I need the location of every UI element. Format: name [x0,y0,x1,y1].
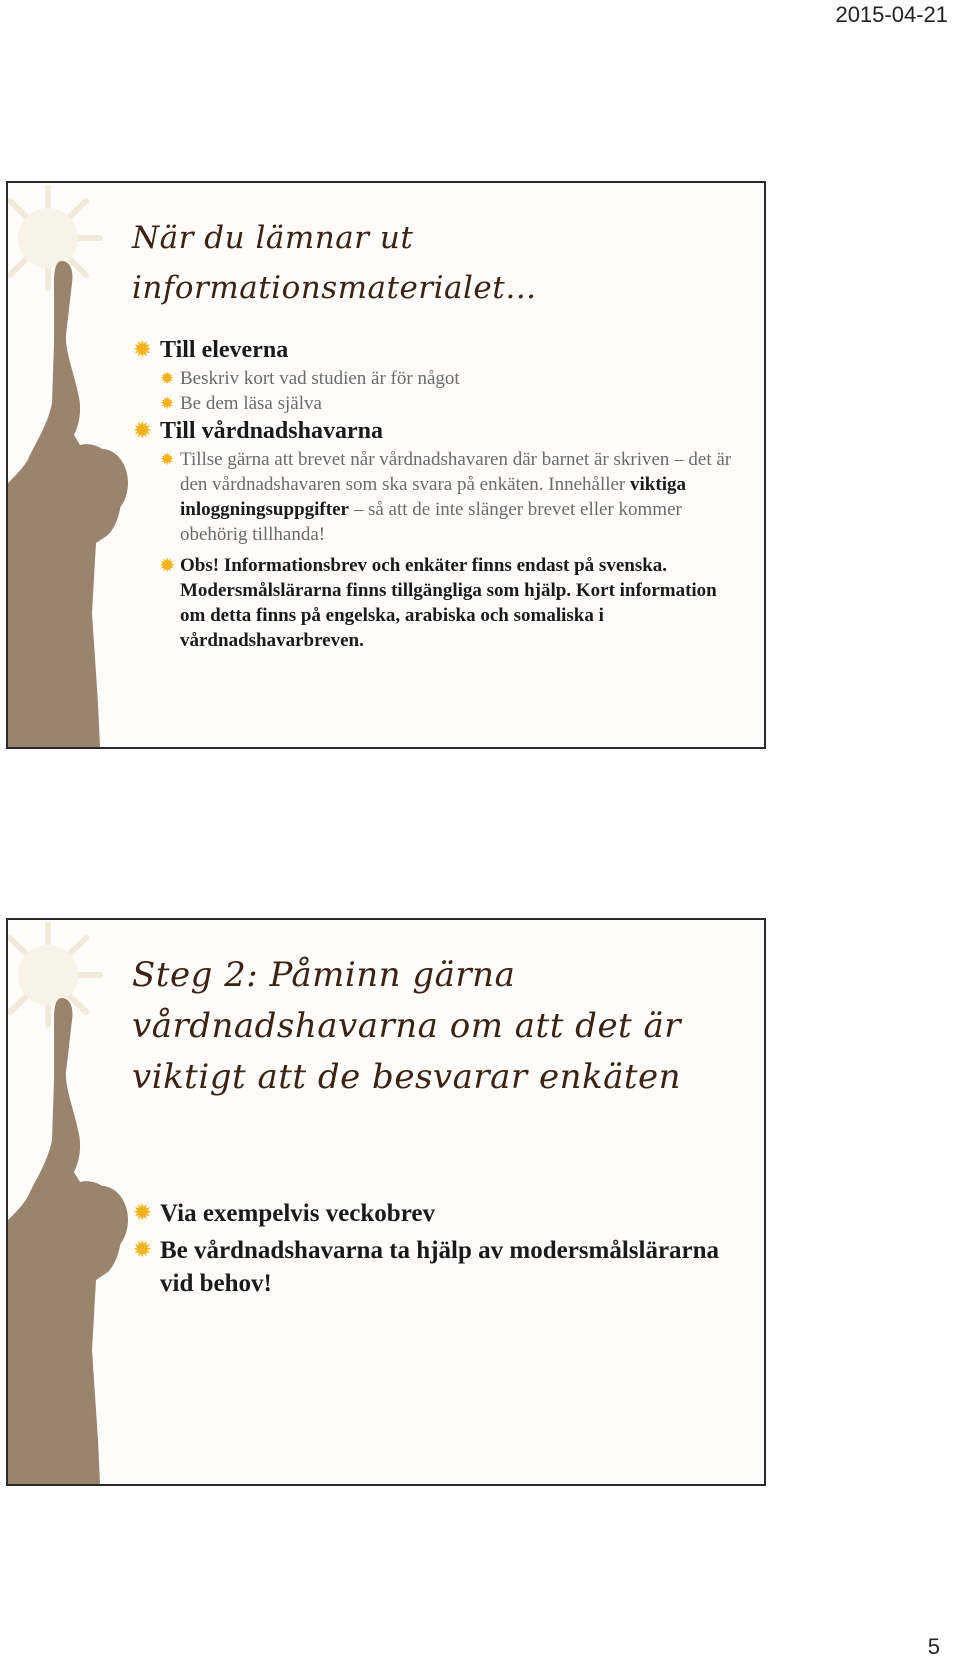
slide-1-title: När du lämnar ut informationsmaterialet… [132,220,537,306]
page-number: 5 [927,1634,940,1659]
list-item [132,416,732,447]
slide-1 [6,181,766,749]
slide-2-title: Steg 2: Påminn gärna vårdnadshavarna om att det är viktigt att de besvarar enkäten [132,955,682,1097]
list-item-text: Till eleverna [160,337,289,363]
sun-star-icon: ✹ [134,1202,151,1224]
list-item-text: Obs! Informationsbrev och enkäter finns endast på svenska. Modersmålslärarna finns tillgängliga som hjälp. Kort information om detta finns på engelska, arabiska och somaliska i vårdnadshavarbreven. [180,555,717,651]
list-item-text: Be vårdnadshavarna ta hjälp av modersmålslärarna vid behov! [160,1237,720,1297]
sun-star-icon: ✹ [134,339,151,361]
list-item [132,447,732,547]
slide-2 [6,918,766,1486]
list-item-text: Till vårdnadshavarna [160,418,383,444]
list-item [132,335,732,366]
list-item-text: Via exempelvis veckobrev [160,1200,435,1227]
list-item [132,1234,732,1300]
list-item [132,553,732,653]
sun-star-icon: ✹ [160,394,175,413]
list-item-text: Beskriv kort vad studien är för något [180,368,460,389]
header-date: 2015-04-21 [835,2,948,27]
emphasis-text: viktiga inloggningsuppgifter [180,474,686,520]
sun-star-icon: ✹ [134,1239,151,1261]
sun-star-icon: ✹ [160,369,175,388]
list-item-text: Be dem läsa själva [180,393,322,414]
sun-star-icon: ✹ [134,420,151,442]
list-item [132,391,732,416]
list-item [132,366,732,391]
list-item-text: – så att de inte slänger brevet eller kommer obehörig tillhanda! [180,499,682,545]
sun-star-icon: ✹ [160,450,175,469]
slide-2-bullet-list [132,1197,732,1304]
slide-1-bullet-list [132,335,732,653]
sun-star-icon: ✹ [160,556,175,575]
list-item-text: Tillse gärna att brevet når vårdnadshavaren där barnet är skriven – det är den vårdnadshavaren som ska svara på enkäten. Innehåller [180,449,732,495]
list-item [132,1197,732,1230]
